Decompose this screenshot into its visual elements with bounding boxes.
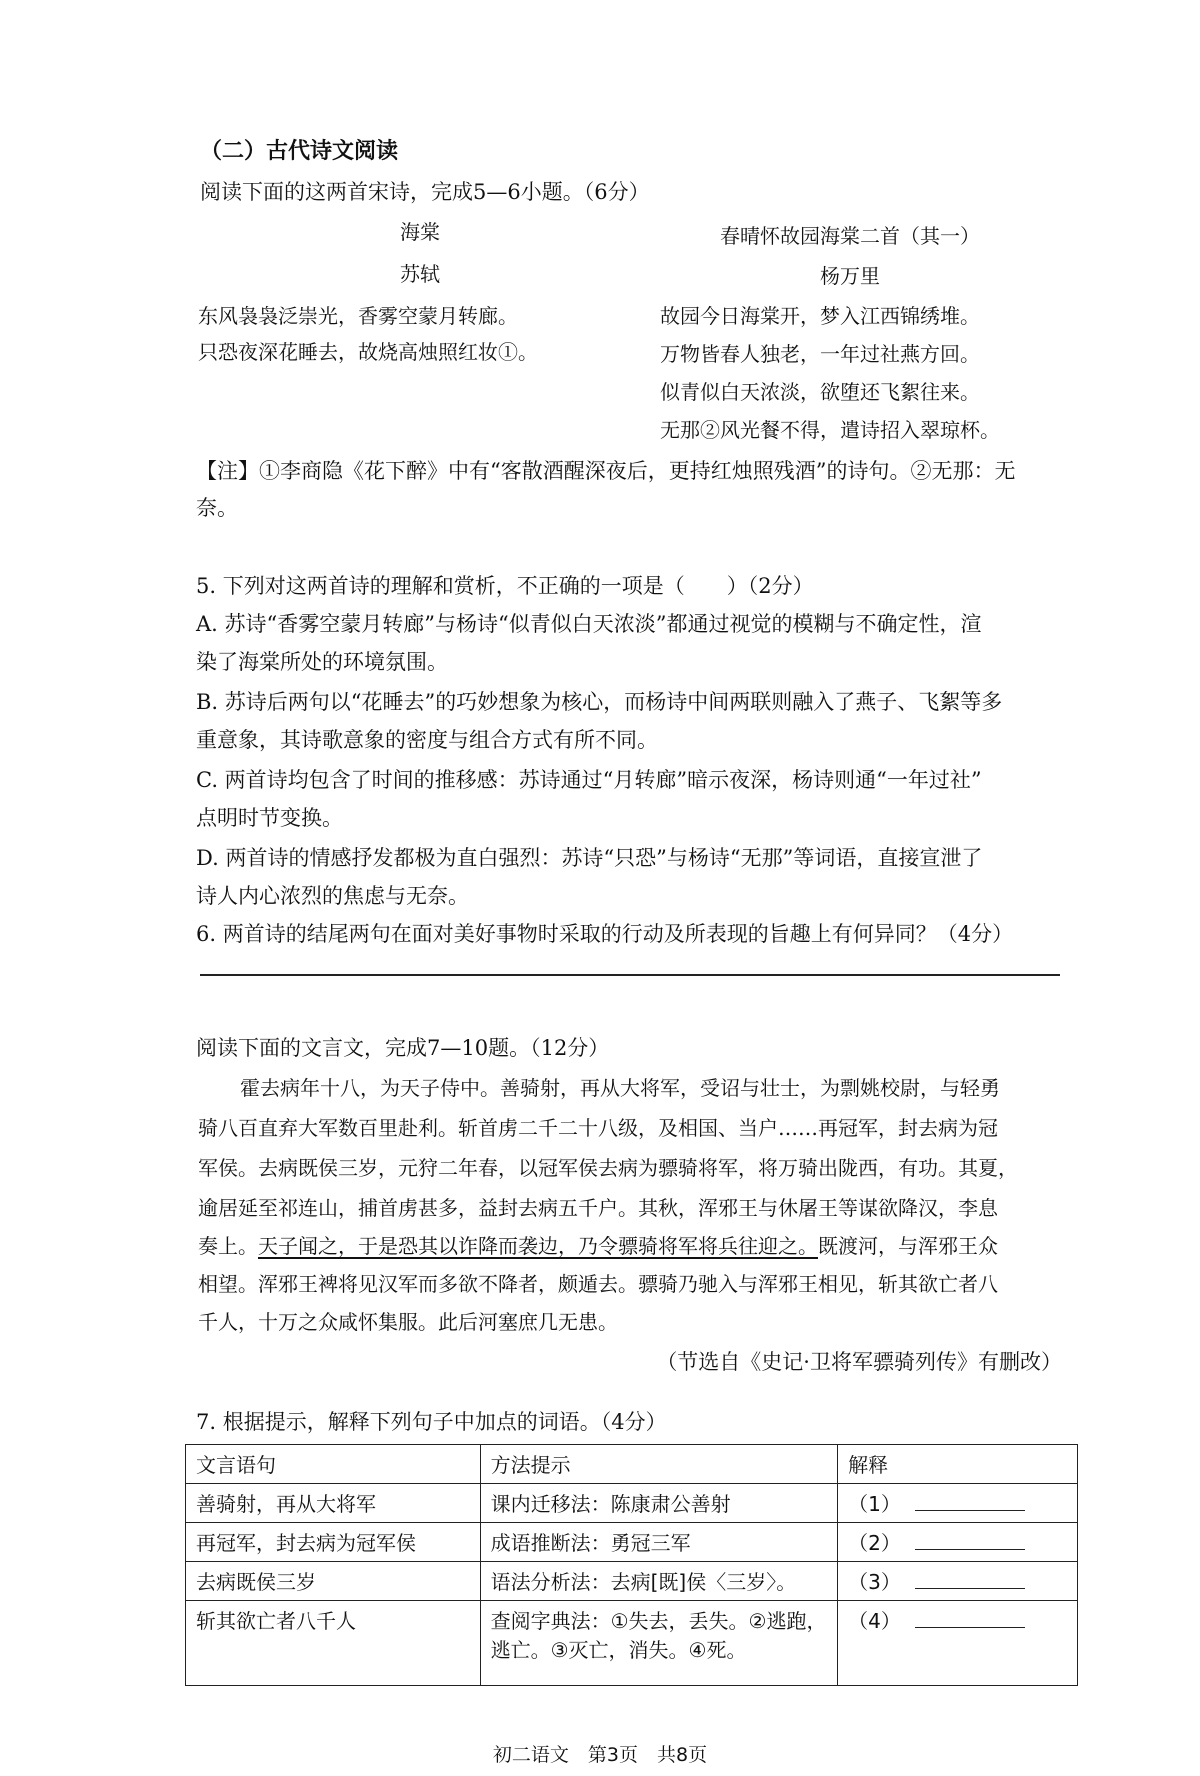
- q5-option-d: D. 两首诗的情感抒发都极为直白强烈：苏诗“只恐”与杨诗“无那”等词语，直接宣泄了: [196, 846, 983, 870]
- poem2-line: 无那②风光餐不得，遣诗招入翠琼杯。: [660, 418, 1000, 442]
- answer-blank[interactable]: [915, 1531, 1025, 1550]
- answer-cell[interactable]: [838, 1484, 1078, 1523]
- prose-text: 既渡河，与浑邪王众: [818, 1234, 998, 1258]
- answer-blank[interactable]: [915, 1570, 1025, 1589]
- poem2-author: 杨万里: [820, 264, 880, 288]
- answer-number: （1）: [848, 1492, 901, 1516]
- section-title: （二）古代诗文阅读: [200, 139, 399, 164]
- underlined-sentence: 天子闻之，于是恐其以诈降而袭边，乃令骠骑将军将兵往迎之。: [258, 1234, 818, 1258]
- answer-cell[interactable]: [838, 1523, 1078, 1562]
- q7-stem: 7. 根据提示，解释下列句子中加点的词语。（4分）: [196, 1410, 667, 1434]
- poem1-title: 海棠: [400, 220, 440, 244]
- prose-line-mixed: [198, 1230, 998, 1259]
- prose-line: 千人，十万之众咸怀集服。此后河塞庶几无患。: [198, 1310, 618, 1334]
- prose-line: 霍去病年十八，为天子侍中。善骑射，再从大将军，受诏与壮士，为剽姚校尉，与轻勇: [240, 1076, 1000, 1100]
- hint-line: 查阅字典法：①失去，丢失。②逃跑，: [490, 1609, 827, 1633]
- q7-table: [185, 1444, 1078, 1686]
- prose-text: 奏上。: [198, 1234, 258, 1258]
- q5-option-c-cont: 点明时节变换。: [196, 806, 343, 830]
- q5-option-c: C. 两首诗均包含了时间的推移感：苏诗通过“月转廊”暗示夜深，杨诗则通“一年过社”: [196, 768, 982, 792]
- answer-number: （3）: [848, 1570, 901, 1594]
- answer-blank[interactable]: [915, 1492, 1025, 1511]
- column-header: 文言语句: [186, 1445, 481, 1484]
- hint-line: 逃亡。③灭亡，消失。④死。: [490, 1638, 747, 1662]
- q5-option-a-cont: 染了海棠所处的环境氛围。: [196, 650, 448, 674]
- q5-option-a: A. 苏诗“香雾空蒙月转廊”与杨诗“似青似白天浓淡”都通过视觉的模糊与不确定性，渲: [196, 612, 982, 636]
- hint-cell: 课内迁移法：陈康肃公善射: [480, 1484, 838, 1523]
- sentence-cell: 再冠军，封去病为冠军侯: [186, 1523, 481, 1562]
- table-header-row: [186, 1445, 1078, 1484]
- q6-answer-line[interactable]: [200, 974, 1060, 976]
- table-row: [186, 1484, 1078, 1523]
- note-line: 奈。: [196, 496, 238, 520]
- table-row: [186, 1562, 1078, 1601]
- table-row: [186, 1601, 1078, 1686]
- q5-option-d-cont: 诗人内心浓烈的焦虑与无奈。: [196, 884, 469, 908]
- prose-source: （节选自《史记·卫将军骠骑列传》有删改）: [656, 1350, 1062, 1374]
- page-footer: 初二语文 第3页 共8页: [492, 1744, 708, 1766]
- poem1-line: 只恐夜深花睡去，故烧高烛照红妆①。: [198, 340, 538, 364]
- note-line: 【注】①李商隐《花下醉》中有“客散酒醒深夜后，更持红烛照残酒”的诗句。②无那：无: [196, 459, 1016, 483]
- prose-intro: 阅读下面的文言文，完成7—10题。（12分）: [196, 1036, 610, 1060]
- poetry-intro: 阅读下面的这两首宋诗，完成5—6小题。（6分）: [200, 180, 650, 204]
- sentence-cell: 去病既侯三岁: [186, 1562, 481, 1601]
- answer-cell[interactable]: [838, 1601, 1078, 1686]
- answer-cell[interactable]: [838, 1562, 1078, 1601]
- prose-line: 军侯。去病既侯三岁，元狩二年春，以冠军侯去病为骠骑将军，将万骑出陇西，有功。其夏，: [198, 1156, 1018, 1180]
- q6-stem: 6. 两首诗的结尾两句在面对美好事物时采取的行动及所表现的旨趣上有何异同？（4分）: [196, 922, 1014, 946]
- answer-blank[interactable]: [915, 1609, 1025, 1628]
- sentence-cell: 斩其欲亡者八千人: [186, 1601, 481, 1686]
- column-header: 方法提示: [480, 1445, 838, 1484]
- hint-cell: [480, 1601, 838, 1686]
- answer-number: （2）: [848, 1531, 901, 1555]
- poem2-line: 万物皆春人独老，一年过社燕方回。: [660, 342, 980, 366]
- prose-line: 逾居延至祁连山，捕首虏甚多，益封去病五千户。其秋，浑邪王与休屠王等谋欲降汉，李息: [198, 1196, 998, 1220]
- q5-stem: 5. 下列对这两首诗的理解和赏析，不正确的一项是（ ）（2分）: [196, 574, 814, 598]
- poem2-title: 春晴怀故园海棠二首（其一）: [720, 224, 980, 248]
- poem2-line: 似青似白天浓淡，欲堕还飞絮往来。: [660, 380, 980, 404]
- poem1-author: 苏轼: [400, 262, 440, 286]
- q5-option-b: B. 苏诗后两句以“花睡去”的巧妙想象为核心，而杨诗中间两联则融入了燕子、飞絮等多: [196, 690, 1003, 714]
- table-row: [186, 1523, 1078, 1562]
- sentence-cell: 善骑射，再从大将军: [186, 1484, 481, 1523]
- prose-line: 相望。浑邪王裨将见汉军而多欲不降者，颇遁去。骠骑乃驰入与浑邪王相见，斩其欲亡者八: [198, 1272, 998, 1296]
- poem1-line: 东风袅袅泛崇光，香雾空蒙月转廊。: [198, 304, 518, 328]
- prose-line: 骑八百直弃大军数百里赴利。斩首虏二千二十八级，及相国、当户……再冠军，封去病为冠: [198, 1116, 998, 1140]
- hint-cell: 语法分析法：去病[既]侯〈三岁〉。: [480, 1562, 838, 1601]
- hint-cell: 成语推断法：勇冠三军: [480, 1523, 838, 1562]
- answer-number: （4）: [848, 1609, 901, 1633]
- poem2-line: 故园今日海棠开，梦入江西锦绣堆。: [660, 304, 980, 328]
- column-header: 解释: [838, 1445, 1078, 1484]
- q5-option-b-cont: 重意象，其诗歌意象的密度与组合方式有所不同。: [196, 728, 658, 752]
